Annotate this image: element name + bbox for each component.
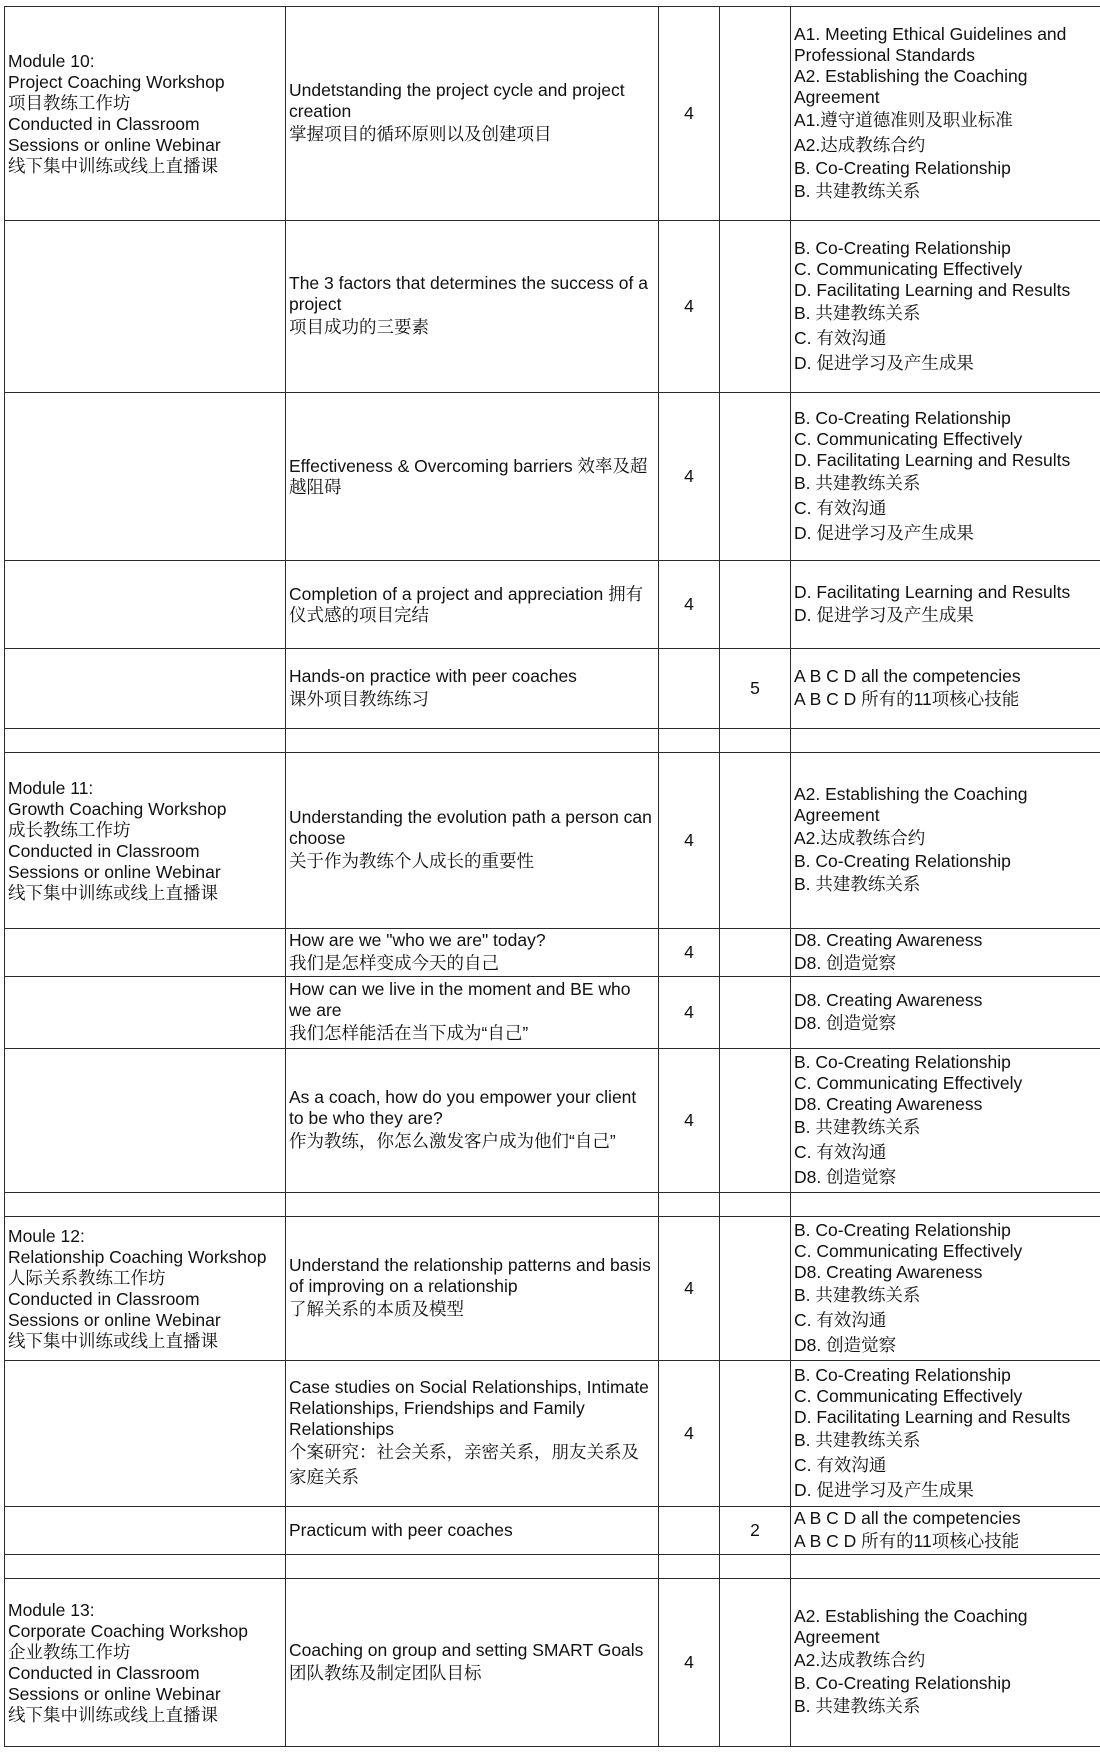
table-row bbox=[5, 7, 1100, 221]
competency-line: D8. 创造觉察 bbox=[794, 952, 897, 973]
module-line: Growth Coaching Workshop bbox=[8, 798, 227, 819]
module-cell bbox=[5, 561, 286, 649]
topic-cell bbox=[286, 221, 659, 393]
module-line: 成长教练工作坊 bbox=[8, 819, 131, 840]
hours-cell: 4 bbox=[659, 929, 720, 977]
competency-line: C. 有效沟通 bbox=[794, 1309, 887, 1330]
module-line: Moule 12: bbox=[8, 1225, 85, 1246]
topic-chinese: 团队教练及制定团队目标 bbox=[289, 1662, 482, 1683]
module-line: Conducted in Classroom bbox=[8, 840, 200, 861]
competency-line: A B C D 所有的11项核心技能 bbox=[794, 688, 1020, 709]
module-cell bbox=[5, 7, 286, 221]
module-line: Sessions or online Webinar bbox=[8, 1309, 221, 1330]
topic-english: The 3 factors that determines the success of a project bbox=[289, 273, 648, 314]
topic-cell bbox=[286, 1555, 659, 1579]
competency-line: D. 促进学习及产生成果 bbox=[794, 604, 974, 625]
competencies-cell bbox=[791, 729, 1100, 753]
module-cell bbox=[5, 393, 286, 561]
topic-cell bbox=[286, 753, 659, 929]
practice-hours-cell bbox=[720, 7, 791, 221]
table-row bbox=[5, 977, 1100, 1049]
module-line: Relationship Coaching Workshop bbox=[8, 1246, 267, 1267]
practice-hours-cell bbox=[720, 729, 791, 753]
hours-cell: 4 bbox=[659, 1217, 720, 1361]
module-line: Project Coaching Workshop bbox=[8, 71, 225, 92]
competency-line: A2.达成教练合约 bbox=[794, 828, 926, 848]
competency-line: D8. Creating Awareness bbox=[794, 929, 983, 950]
competencies-cell bbox=[791, 1049, 1100, 1193]
module-cell bbox=[5, 1507, 286, 1555]
topic-cell bbox=[286, 729, 659, 753]
competency-line: B. 共建教练关系 bbox=[794, 1116, 921, 1137]
competency-line: D. 促进学习及产生成果 bbox=[794, 522, 974, 543]
table-row bbox=[5, 1579, 1100, 1747]
hours-cell: 4 bbox=[659, 221, 720, 393]
competency-line: A B C D all the competencies bbox=[794, 665, 1021, 686]
competencies-cell bbox=[791, 7, 1100, 221]
topic-english: Coaching on group and setting SMART Goals bbox=[289, 1639, 644, 1660]
competency-line: D8. Creating Awareness bbox=[794, 989, 983, 1010]
practice-hours-cell bbox=[720, 753, 791, 929]
topic-cell bbox=[286, 393, 659, 561]
competency-line: A2.达成教练合约 bbox=[794, 134, 926, 155]
module-cell bbox=[5, 1049, 286, 1193]
module-line: Sessions or online Webinar bbox=[8, 1683, 221, 1704]
topic-cell bbox=[286, 929, 659, 977]
competency-line: D. Facilitating Learning and Results bbox=[794, 449, 1071, 470]
topic-chinese: 掌握项目的循环原则以及创建项目 bbox=[289, 124, 552, 144]
competency-line: C. Communicating Effectively bbox=[794, 1072, 1023, 1093]
competency-line: B. Co-Creating Relationship bbox=[794, 1673, 1011, 1693]
competency-line: D. Facilitating Learning and Results bbox=[794, 1406, 1071, 1427]
competencies-cell bbox=[791, 753, 1100, 929]
topic-cell bbox=[286, 561, 659, 649]
competency-line: B. 共建教练关系 bbox=[794, 1429, 921, 1450]
topic-chinese: 了解关系的本质及模型 bbox=[289, 1299, 464, 1319]
competencies-cell bbox=[791, 1579, 1100, 1747]
competency-line: C. Communicating Effectively bbox=[794, 1240, 1023, 1261]
practice-hours-cell bbox=[720, 1361, 791, 1507]
hours-cell: 4 bbox=[659, 977, 720, 1049]
module-line: 项目教练工作坊 bbox=[8, 92, 131, 113]
practice-hours-cell bbox=[720, 393, 791, 561]
practice-hours-cell: 2 bbox=[720, 1507, 791, 1555]
competency-line: D. 促进学习及产生成果 bbox=[794, 352, 974, 373]
module-line: Corporate Coaching Workshop bbox=[8, 1620, 248, 1641]
module-line: 线下集中训练或线上直播课 bbox=[8, 1330, 218, 1351]
topic-cell bbox=[286, 977, 659, 1049]
table-row bbox=[5, 929, 1100, 977]
module-line: Module 11: bbox=[8, 777, 94, 798]
hours-cell: 4 bbox=[659, 1049, 720, 1193]
hours-cell bbox=[659, 1193, 720, 1217]
topic-cell bbox=[286, 1579, 659, 1747]
module-cell bbox=[5, 1361, 286, 1507]
table-row bbox=[5, 1555, 1100, 1579]
competency-line: B. 共建教练关系 bbox=[794, 874, 921, 894]
practice-hours-cell bbox=[720, 1193, 791, 1217]
topic-cell bbox=[286, 649, 659, 729]
module-line: 线下集中训练或线上直播课 bbox=[8, 155, 218, 176]
competency-line: B. Co-Creating Relationship bbox=[794, 851, 1011, 871]
module-line: 线下集中训练或线上直播课 bbox=[8, 882, 218, 903]
module-cell bbox=[5, 1193, 286, 1217]
topic-english: Understanding the evolution path a person can choose bbox=[289, 807, 652, 848]
topic-cell bbox=[286, 7, 659, 221]
hours-cell: 4 bbox=[659, 1361, 720, 1507]
competencies-cell bbox=[791, 929, 1100, 977]
competency-line: B. Co-Creating Relationship bbox=[794, 1219, 1011, 1240]
competency-line: C. 有效沟通 bbox=[794, 1141, 887, 1162]
competency-line: A B C D 所有的11项核心技能 bbox=[794, 1530, 1020, 1551]
practice-hours-cell bbox=[720, 1217, 791, 1361]
module-cell bbox=[5, 1579, 286, 1747]
competencies-cell bbox=[791, 561, 1100, 649]
hours-cell bbox=[659, 1555, 720, 1579]
competency-line: B. Co-Creating Relationship bbox=[794, 157, 1011, 178]
competency-line: D. Facilitating Learning and Results bbox=[794, 279, 1071, 300]
practice-hours-cell bbox=[720, 977, 791, 1049]
topic-chinese: 我们怎样能活在当下成为“自己” bbox=[289, 1023, 529, 1043]
competencies-cell bbox=[791, 649, 1100, 729]
competency-line: C. 有效沟通 bbox=[794, 1454, 887, 1475]
hours-cell: 4 bbox=[659, 393, 720, 561]
competencies-cell bbox=[791, 1217, 1100, 1361]
competency-line: B. 共建教练关系 bbox=[794, 302, 921, 323]
module-cell bbox=[5, 649, 286, 729]
module-line: Module 13: bbox=[8, 1599, 95, 1620]
competencies-cell bbox=[791, 1507, 1100, 1555]
module-cell bbox=[5, 1555, 286, 1579]
table-row bbox=[5, 561, 1100, 649]
competency-line: A2.达成教练合约 bbox=[794, 1650, 926, 1670]
practice-hours-cell bbox=[720, 1579, 791, 1747]
module-cell bbox=[5, 1217, 286, 1361]
topic-english: Practicum with peer coaches bbox=[289, 1520, 513, 1540]
competency-line: A1.遵守道德准则及职业标准 bbox=[794, 109, 1013, 130]
module-line: Module 10: bbox=[8, 50, 95, 71]
topic-english: As a coach, how do you empower your client to be who they are? bbox=[289, 1087, 637, 1128]
topic-english: Effectiveness & Overcoming barriers 效率及超越阻碍 bbox=[289, 455, 648, 497]
hours-cell: 4 bbox=[659, 561, 720, 649]
curriculum-table-body bbox=[5, 7, 1100, 1747]
competency-line: B. Co-Creating Relationship bbox=[794, 1051, 1011, 1072]
topic-chinese: 课外项目教练练习 bbox=[289, 688, 429, 709]
competency-line: C. 有效沟通 bbox=[794, 497, 887, 518]
table-row bbox=[5, 649, 1100, 729]
competencies-cell bbox=[791, 1555, 1100, 1579]
competency-line: D8. Creating Awareness bbox=[794, 1261, 983, 1282]
module-line: 企业教练工作坊 bbox=[8, 1641, 131, 1662]
competency-line: D8. 创造觉察 bbox=[794, 1334, 897, 1355]
curriculum-table bbox=[4, 6, 1100, 1747]
module-cell bbox=[5, 929, 286, 977]
module-line: 线下集中训练或线上直播课 bbox=[8, 1704, 218, 1725]
topic-english: How can we live in the moment and BE who we are bbox=[289, 979, 631, 1020]
module-line: Conducted in Classroom bbox=[8, 113, 200, 134]
competencies-cell bbox=[791, 221, 1100, 393]
module-line: Conducted in Classroom bbox=[8, 1662, 200, 1683]
module-cell bbox=[5, 221, 286, 393]
table-row bbox=[5, 1361, 1100, 1507]
module-line: Sessions or online Webinar bbox=[8, 861, 221, 882]
competency-line: A1. Meeting Ethical Guidelines and Professional Standards bbox=[794, 23, 1067, 65]
topic-english: Undetstanding the project cycle and project creation bbox=[289, 80, 625, 121]
topic-chinese: 我们是怎样变成今天的自己 bbox=[289, 952, 499, 973]
competency-line: B. Co-Creating Relationship bbox=[794, 407, 1011, 428]
competencies-cell bbox=[791, 393, 1100, 561]
topic-cell bbox=[286, 1049, 659, 1193]
topic-cell bbox=[286, 1217, 659, 1361]
topic-cell bbox=[286, 1193, 659, 1217]
topic-english: Hands-on practice with peer coaches bbox=[289, 665, 577, 686]
competency-line: B. Co-Creating Relationship bbox=[794, 1364, 1011, 1385]
competency-line: B. 共建教练关系 bbox=[794, 1284, 921, 1305]
competency-line: B. Co-Creating Relationship bbox=[794, 237, 1011, 258]
competency-line: C. Communicating Effectively bbox=[794, 258, 1023, 279]
table-row bbox=[5, 1193, 1100, 1217]
module-cell bbox=[5, 729, 286, 753]
topic-chinese: 关于作为教练个人成长的重要性 bbox=[289, 851, 534, 871]
table-row bbox=[5, 221, 1100, 393]
competency-line: D8. 创造觉察 bbox=[794, 1166, 897, 1187]
module-line: Conducted in Classroom bbox=[8, 1288, 200, 1309]
hours-cell bbox=[659, 649, 720, 729]
topic-chinese: 项目成功的三要素 bbox=[289, 317, 429, 337]
topic-english: How are we "who we are" today? bbox=[289, 929, 546, 950]
competencies-cell bbox=[791, 1361, 1100, 1507]
competencies-cell bbox=[791, 977, 1100, 1049]
competency-line: A2. Establishing the Coaching Agreement bbox=[794, 1606, 1028, 1647]
competency-line: C. Communicating Effectively bbox=[794, 428, 1023, 449]
competency-line: D. 促进学习及产生成果 bbox=[794, 1479, 974, 1500]
practice-hours-cell bbox=[720, 561, 791, 649]
competency-line: A B C D all the competencies bbox=[794, 1507, 1021, 1528]
hours-cell: 4 bbox=[659, 7, 720, 221]
competency-line: D8. 创造觉察 bbox=[794, 1012, 897, 1033]
competency-line: D8. Creating Awareness bbox=[794, 1093, 983, 1114]
practice-hours-cell: 5 bbox=[720, 649, 791, 729]
topic-english: Understand the relationship patterns and basis of improving on a relationship bbox=[289, 1255, 651, 1296]
hours-cell: 4 bbox=[659, 1579, 720, 1747]
competencies-cell bbox=[791, 1193, 1100, 1217]
table-row bbox=[5, 393, 1100, 561]
practice-hours-cell bbox=[720, 221, 791, 393]
topic-cell bbox=[286, 1361, 659, 1507]
table-row bbox=[5, 1507, 1100, 1555]
table-row bbox=[5, 729, 1100, 753]
practice-hours-cell bbox=[720, 1555, 791, 1579]
topic-chinese: 作为教练，你怎么激发客户成为他们“自己” bbox=[289, 1131, 616, 1151]
competency-line: C. Communicating Effectively bbox=[794, 1385, 1023, 1406]
competency-line: B. 共建教练关系 bbox=[794, 180, 921, 201]
competency-line: A2. Establishing the Coaching Agreement bbox=[794, 65, 1028, 107]
topic-english: Case studies on Social Relationships, Intimate Relationships, Friendships and Family Relationships bbox=[289, 1377, 649, 1439]
module-line: Sessions or online Webinar bbox=[8, 134, 221, 155]
competency-line: B. 共建教练关系 bbox=[794, 1696, 921, 1716]
practice-hours-cell bbox=[720, 929, 791, 977]
competency-line: B. 共建教练关系 bbox=[794, 472, 921, 493]
competency-line: A2. Establishing the Coaching Agreement bbox=[794, 784, 1028, 825]
hours-cell: 4 bbox=[659, 753, 720, 929]
practice-hours-cell bbox=[720, 1049, 791, 1193]
table-row bbox=[5, 1049, 1100, 1193]
competency-line: D. Facilitating Learning and Results bbox=[794, 581, 1071, 602]
module-cell bbox=[5, 753, 286, 929]
hours-cell bbox=[659, 1507, 720, 1555]
competency-line: C. 有效沟通 bbox=[794, 327, 887, 348]
topic-chinese: 个案研究：社会关系，亲密关系，朋友关系及家庭关系 bbox=[289, 1442, 639, 1487]
table-row bbox=[5, 753, 1100, 929]
module-cell bbox=[5, 977, 286, 1049]
hours-cell bbox=[659, 729, 720, 753]
table-row bbox=[5, 1217, 1100, 1361]
topic-english: Completion of a project and appreciation 拥有仪式感的项目完结 bbox=[289, 583, 644, 625]
module-line: 人际关系教练工作坊 bbox=[8, 1267, 166, 1288]
topic-cell bbox=[286, 1507, 659, 1555]
